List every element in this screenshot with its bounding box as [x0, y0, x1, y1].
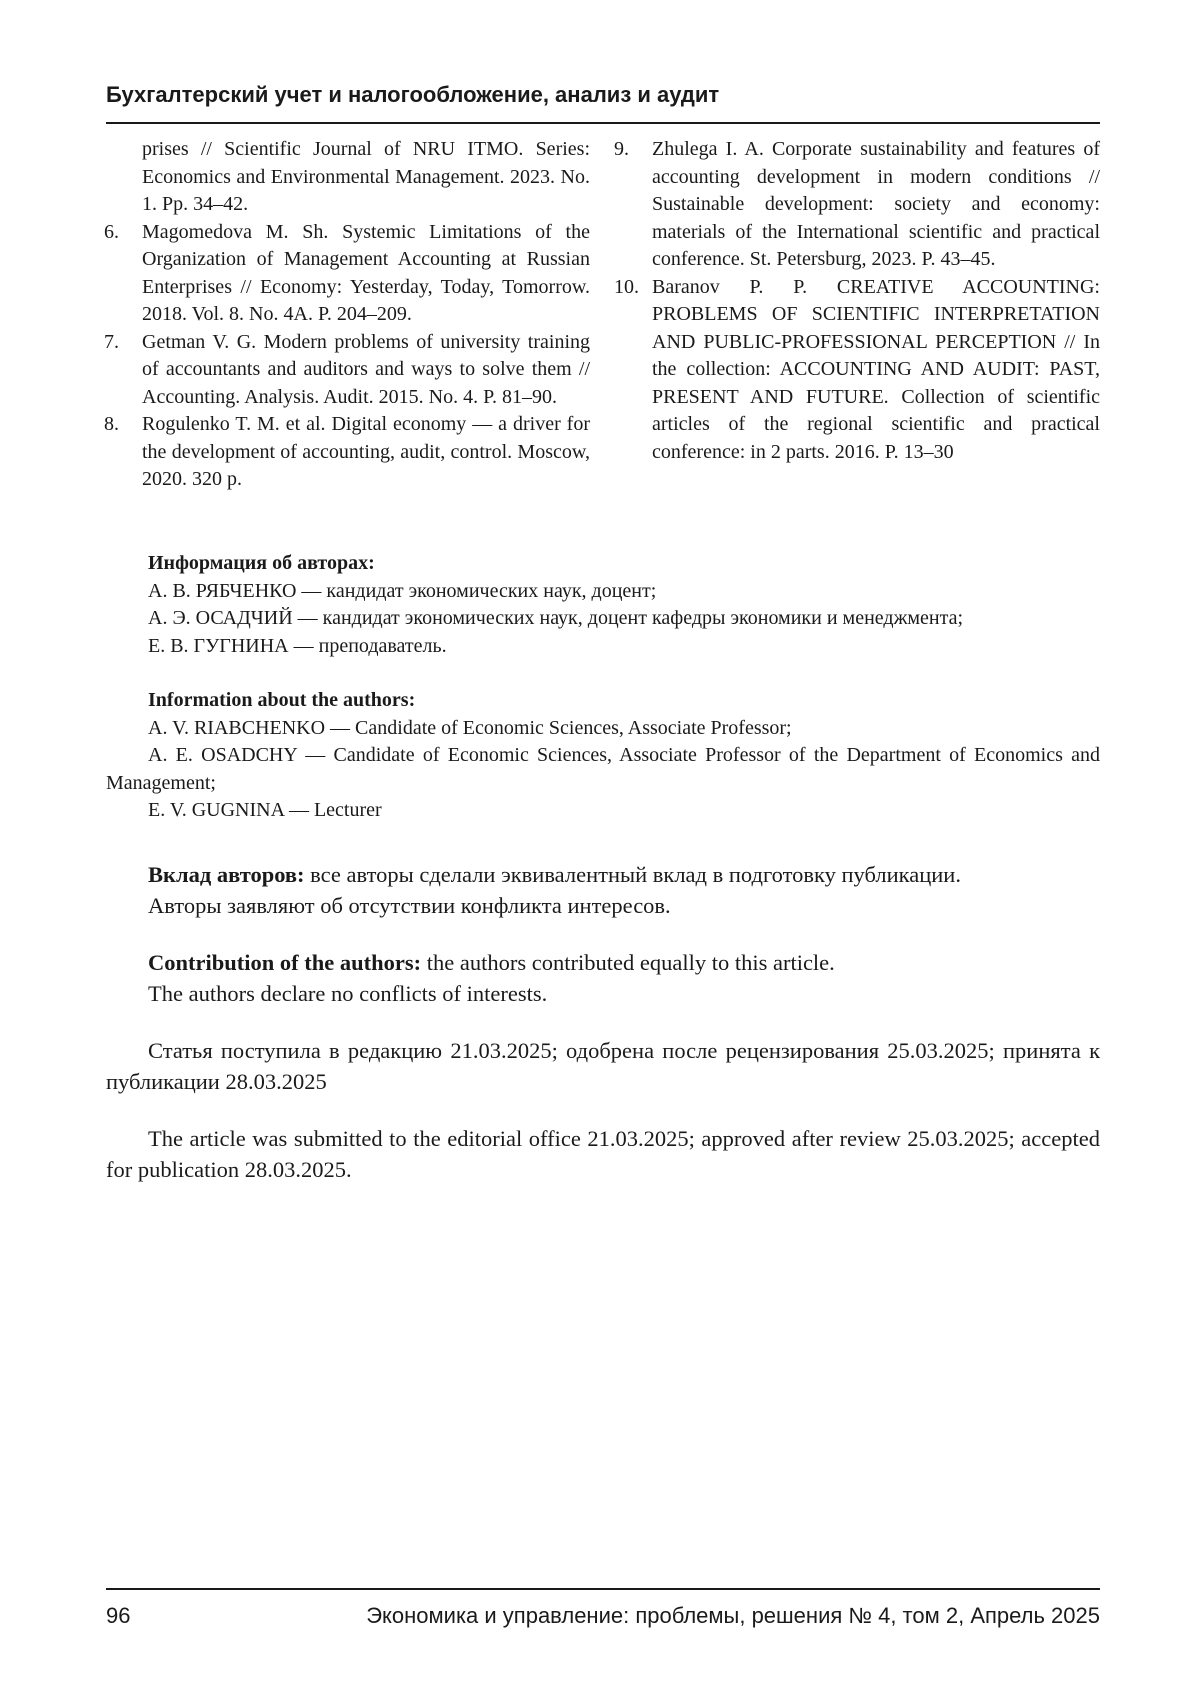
author-ru-line: А. Э. ОСАДЧИЙ — кандидат экономических наук, доцент кафедры экономики и менеджмента; [106, 605, 1100, 633]
reference-text: Magomedova M. Sh. Systemic Limitations of the Organization of Management Accounting at Russian Enterprises // Economy: Yesterday, Today, Tomorrow. 2018. Vol. 8. No. 4A. P. 204–209. [142, 219, 590, 329]
reference-number: 10. [614, 274, 652, 467]
reference-item-6 [104, 219, 590, 329]
contribution-ru-label: Вклад авторов: [148, 862, 305, 887]
authors-info [106, 550, 1100, 825]
contribution-ru [106, 860, 1100, 921]
page-footer [106, 1603, 1100, 1629]
reference-item-10 [614, 274, 1100, 467]
references-left-column [104, 136, 590, 494]
contribution-ru-line [106, 860, 1100, 891]
reference-item-8 [104, 411, 590, 494]
conflict-en: The authors declare no conflicts of interests. [106, 979, 1100, 1010]
reference-item-9 [614, 136, 1100, 274]
reference-number: 9. [614, 136, 652, 274]
reference-text: Zhulega I. A. Corporate sustainability and features of accounting development in modern conditions // Sustainable development: society and economy: materials of the International scientific and practical conference. St. Petersburg, 2023. P. 43–45. [652, 136, 1100, 274]
conflict-ru: Авторы заявляют об отсутствии конфликта интересов. [106, 891, 1100, 922]
reference-number: 6. [104, 219, 142, 329]
dates-ru [106, 1036, 1100, 1097]
dates-en [106, 1124, 1100, 1185]
reference-item-7 [104, 329, 590, 412]
dates-en-text: The article was submitted to the editorial office 21.03.2025; approved after review 25.03.2025; accepted for publication 28.03.2025. [106, 1124, 1100, 1185]
author-ru-line: Е. В. ГУГНИНА — преподаватель. [106, 633, 1100, 661]
contribution-en-text: the authors contributed equally to this article. [421, 950, 835, 975]
reference-number: 8. [104, 411, 142, 494]
reference-continuation [104, 136, 590, 219]
header-rule [106, 122, 1100, 124]
journal-issue: Экономика и управление: проблемы, решения № 4, том 2, Апрель 2025 [366, 1603, 1100, 1629]
reference-text: prises // Scientific Journal of NRU ITMO. Series: Economics and Environmental Management. 2023. No. 1. Pp. 34–42. [142, 136, 590, 219]
dates-ru-text: Статья поступила в редакцию 21.03.2025; одобрена после рецензирования 25.03.2025; принята к публикации 28.03.2025 [106, 1036, 1100, 1097]
page-number: 96 [106, 1603, 130, 1629]
footer-rule [106, 1588, 1100, 1590]
references-right-column [614, 136, 1100, 466]
reference-text: Baranov P. P. CREATIVE ACCOUNTING: PROBLEMS OF SCIENTIFIC INTERPRETATION AND PUBLIC-PROFESSIONAL PERCEPTION // In the collection: ACCOUNTING AND AUDIT: PAST, PRESENT AND FUTURE. Collection of scientific articles of the regional scientific and practical conference: in 2 parts. 2016. P. 13–30 [652, 274, 1100, 467]
reference-text: Getman V. G. Modern problems of university training of accountants and auditors and ways to solve them // Accounting. Analysis. Audit. 2015. No. 4. P. 81–90. [142, 329, 590, 412]
authors-en-heading: Information about the authors: [106, 687, 1100, 715]
author-ru-line: А. В. РЯБЧЕНКО — кандидат экономических наук, доцент; [106, 578, 1100, 606]
contribution-ru-text: все авторы сделали эквивалентный вклад в подготовку публикации. [305, 862, 961, 887]
authors-ru-heading: Информация об авторах: [106, 550, 1100, 578]
reference-text: Rogulenko T. M. et al. Digital economy — a driver for the development of accounting, audit, control. Moscow, 2020. 320 p. [142, 411, 590, 494]
contribution-en-line [106, 948, 1100, 979]
author-en-line: A. E. OSADCHY — Candidate of Economic Sciences, Associate Professor of the Department of Economics and Management; [106, 742, 1100, 797]
contribution-en-label: Contribution of the authors: [148, 950, 421, 975]
author-en-line: E. V. GUGNINA — Lecturer [106, 797, 1100, 825]
reference-number: 7. [104, 329, 142, 412]
contribution-en [106, 948, 1100, 1009]
running-header-title: Бухгалтерский учет и налогообложение, анализ и аудит [106, 82, 1100, 108]
author-en-line: A. V. RIABCHENKO — Candidate of Economic Sciences, Associate Professor; [106, 715, 1100, 743]
